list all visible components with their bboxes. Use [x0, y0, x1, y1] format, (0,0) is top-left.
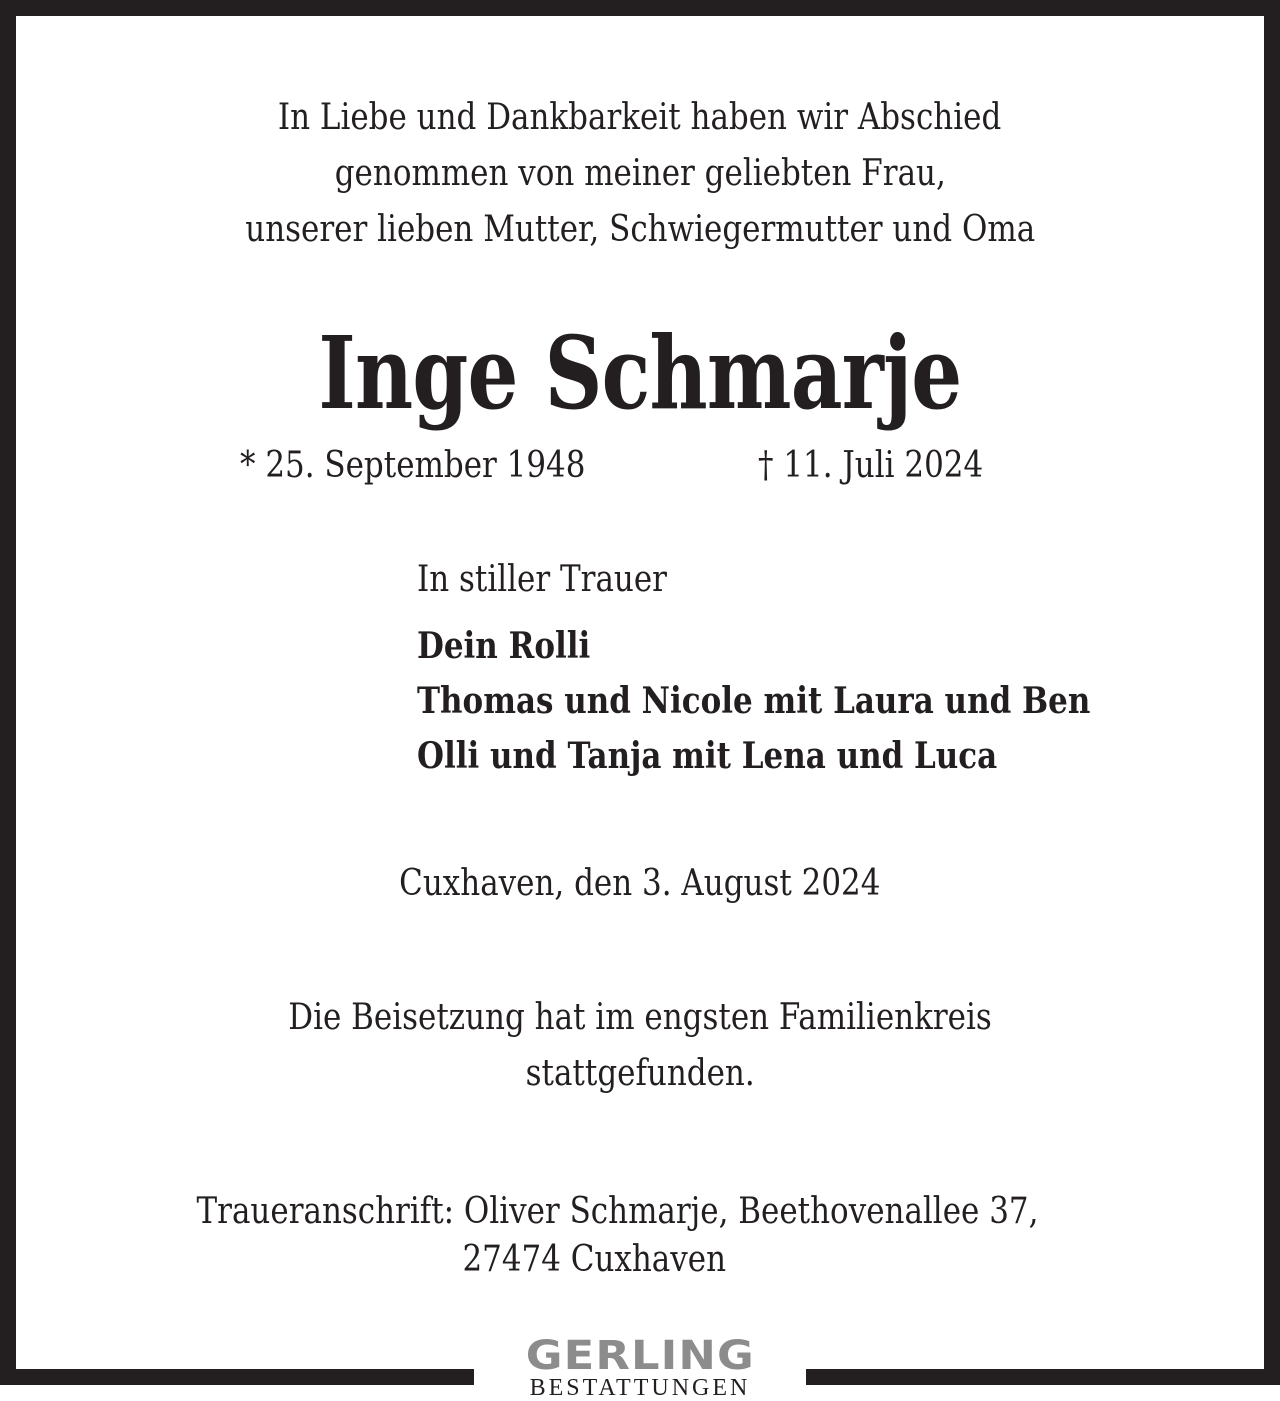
- burial-note-line: Die Beisetzung hat im engsten Familienkreis: [288, 997, 992, 1038]
- frame-border-top: [0, 0, 1280, 16]
- birth-date: * 25. September 1948: [240, 445, 586, 486]
- mourner-name: Olli und Tanja mit Lena und Luca: [417, 735, 998, 777]
- intro-line: In Liebe und Dankbarkeit haben wir Abschied: [278, 97, 1002, 138]
- mourner-name: Thomas und Nicole mit Laura und Ben: [417, 680, 1091, 722]
- death-date: † 11. Juli 2024: [758, 445, 984, 486]
- intro-line: unserer lieben Mutter, Schwiegermutter und Oma: [245, 209, 1035, 250]
- frame-border-right: [1264, 0, 1280, 1385]
- address-line: 27474 Cuxhaven: [462, 1239, 726, 1280]
- funeral-home-name: GERLING: [525, 1333, 755, 1379]
- frame-border-left: [0, 0, 16, 1385]
- deceased-name: Inge Schmarje: [318, 314, 962, 432]
- address-line: Traueranschrift: Oliver Schmarje, Beethovenallee 37,: [196, 1191, 1038, 1232]
- funeral-home-subtitle: BESTATTUNGEN: [529, 1375, 751, 1401]
- burial-note-line: stattgefunden.: [525, 1053, 755, 1094]
- mourner-name: Dein Rolli: [417, 625, 591, 667]
- mourners-heading: In stiller Trauer: [417, 559, 667, 600]
- intro-line: genommen von meiner geliebten Frau,: [334, 153, 946, 194]
- place-date: Cuxhaven, den 3. August 2024: [399, 863, 881, 904]
- frame-border-bottom-right: [806, 1369, 1280, 1385]
- frame-border-bottom-left: [0, 1369, 474, 1385]
